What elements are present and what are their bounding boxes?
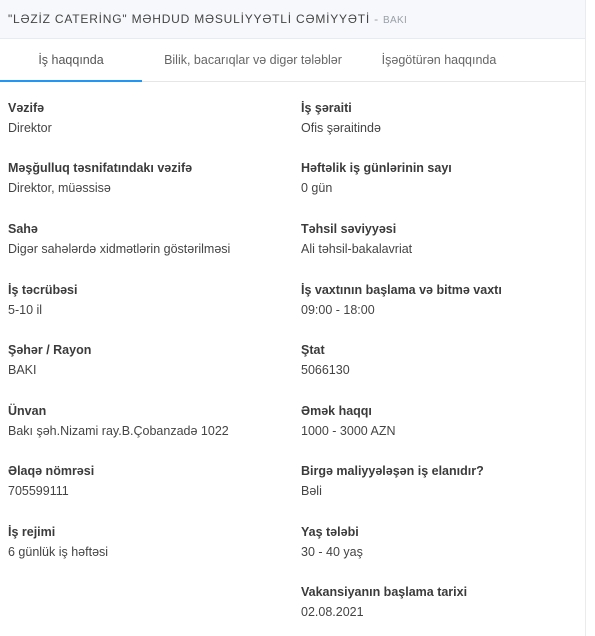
field-contact-number [8, 463, 94, 499]
field-value: Direktor [8, 121, 52, 135]
field-value: Bakı şəh.Nizami ray.B.Çobanzadə 1022 [8, 424, 229, 438]
tab-job-info[interactable]: İş haqqında [0, 39, 142, 81]
field-label: Vəzifə [8, 101, 45, 115]
field-value: 09:00 - 18:00 [301, 303, 375, 317]
field-value: 6 günlük iş həftəsi [8, 545, 109, 559]
field-label: İş vaxtının başlama və bitmə vaxtı [301, 283, 502, 297]
field-city [8, 342, 91, 378]
field-sector [8, 221, 230, 257]
field-value: 1000 - 3000 AZN [301, 424, 396, 438]
field-value: 0 gün [301, 181, 333, 195]
field-label: Məşğulluq təsnifatındakı vəzifə [8, 161, 193, 175]
field-label: Əlaqə nömrəsi [8, 464, 95, 478]
field-label: İş şəraiti [301, 101, 352, 115]
field-vacancy-start-date [301, 584, 467, 620]
field-classification-position [8, 160, 192, 196]
field-label: Əmək haqqı [301, 404, 372, 418]
field-experience [8, 282, 77, 318]
company-title [8, 12, 407, 26]
field-label: Həftəlik iş günlərinin sayı [301, 161, 452, 175]
field-label: Ştat [301, 343, 325, 357]
field-label: Yaş tələbi [301, 525, 359, 539]
field-value: 5-10 il [8, 303, 43, 317]
company-name: "LƏZİZ CATERİNG" MƏHDUD MƏSULİYYƏTLİ CƏMİYYƏTİ [8, 12, 370, 26]
field-value: 5066130 [301, 363, 350, 377]
panel-border [585, 0, 586, 636]
field-address [8, 403, 229, 439]
field-value: Bəli [301, 484, 322, 498]
field-value: BAKI [8, 363, 37, 377]
field-education-level [301, 221, 412, 257]
field-salary [301, 403, 396, 439]
field-label: Birgə maliyyələşən iş elanıdır? [301, 464, 484, 478]
tab-employer-info[interactable]: İşəgötürən haqqında [381, 53, 497, 67]
field-label: Şəhər / Rayon [8, 343, 92, 357]
field-label: İş təcrübəsi [8, 283, 78, 297]
field-work-mode [8, 524, 108, 560]
title-separator: - [374, 12, 379, 26]
field-work-hours [301, 282, 502, 318]
field-value: 30 - 40 yaş [301, 545, 363, 559]
field-label: İş rejimi [8, 525, 56, 539]
field-value: 02.08.2021 [301, 605, 364, 619]
field-label: Vakansiyanın başlama tarixi [301, 585, 468, 599]
field-label: Təhsil səviyyəsi [301, 222, 397, 236]
field-age-requirement [301, 524, 363, 560]
company-city: BAKI [383, 15, 408, 26]
field-work-conditions [301, 100, 381, 136]
field-position [8, 100, 52, 136]
field-value: Digər sahələrdə xidmətlərin göstərilməsi [8, 242, 231, 256]
field-co-financed [301, 463, 484, 499]
field-value: Ali təhsil-bakalavriat [301, 242, 413, 256]
field-weekly-workdays [301, 160, 452, 196]
field-staff-number [301, 342, 350, 378]
tab-bar [0, 39, 585, 82]
tab-skills-requirements[interactable]: Bilik, bacarıqlar və digər tələblər [164, 53, 342, 67]
field-value: 705599111 [8, 484, 69, 498]
field-value: Direktor, müəssisə [8, 181, 111, 195]
field-label: Ünvan [8, 404, 47, 418]
field-label: Sahə [8, 222, 38, 236]
field-value: Ofis şəraitində [301, 121, 381, 135]
company-header [0, 0, 585, 39]
